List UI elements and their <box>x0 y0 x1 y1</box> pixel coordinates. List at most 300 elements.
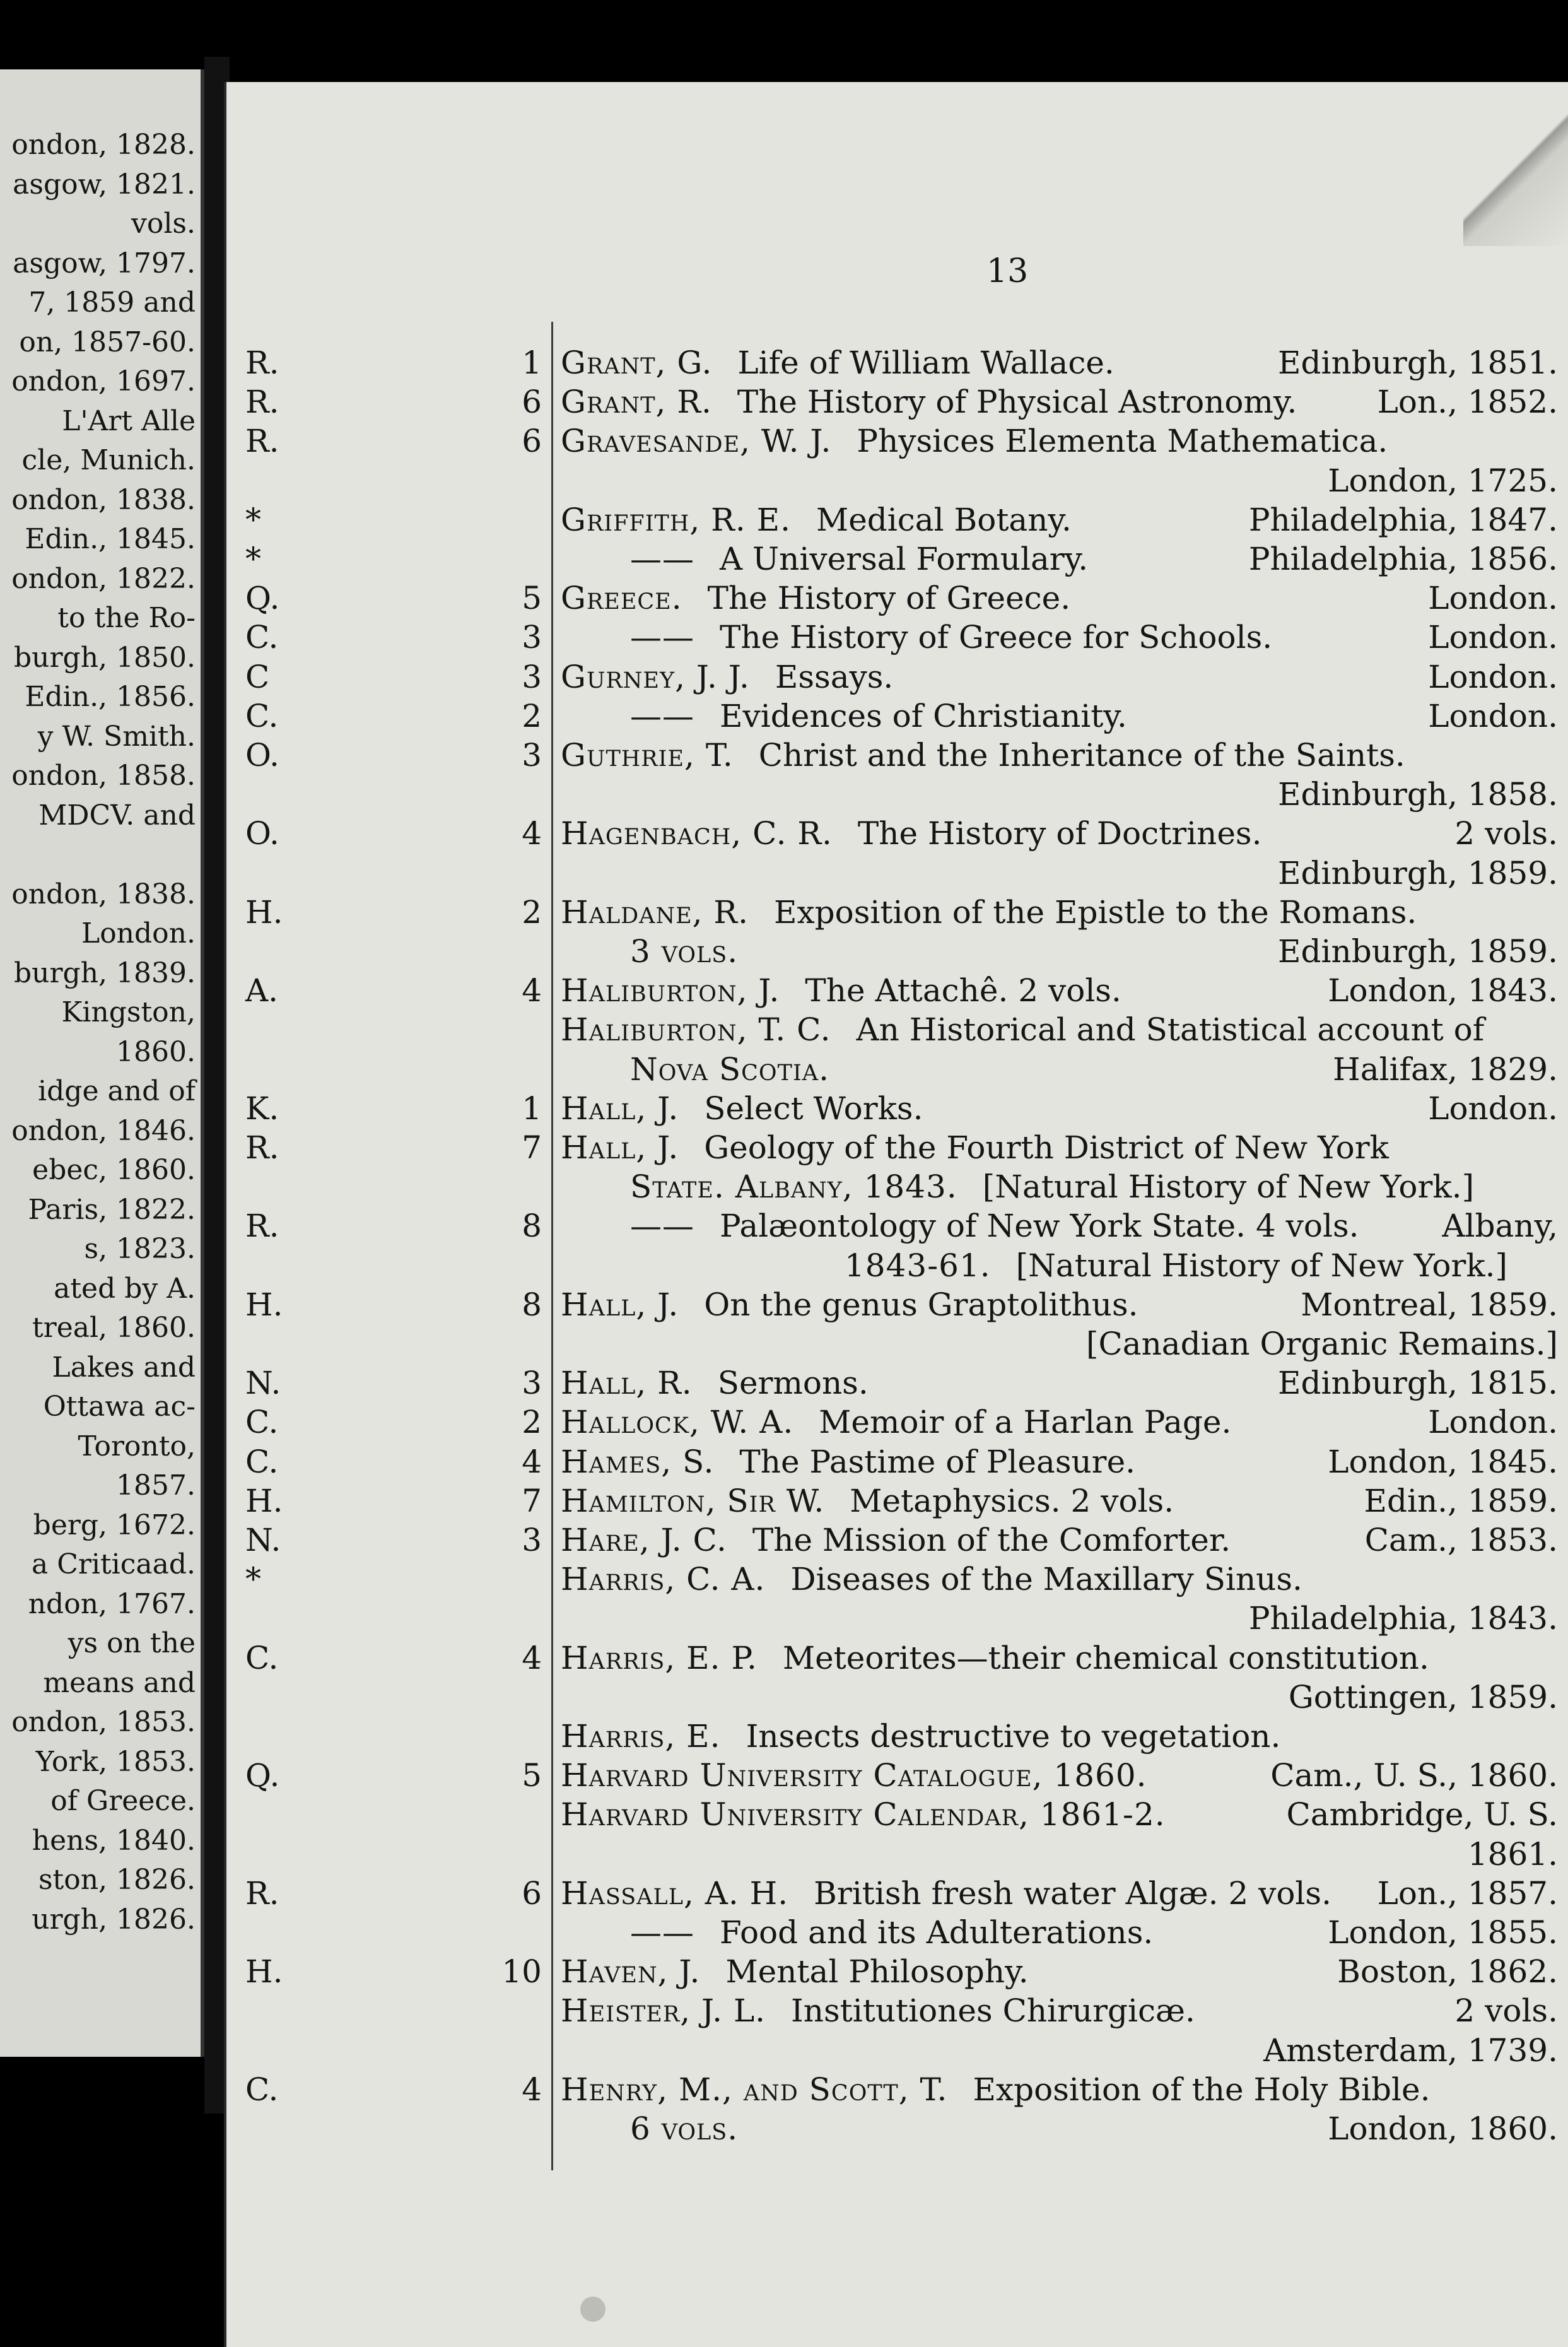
left-page-line: ondon, 1828. <box>11 129 196 161</box>
entry-text <box>561 972 1558 1009</box>
entry-place-date: Edinburgh, 1851. <box>1278 344 1558 381</box>
author-and-title <box>561 1992 1195 2030</box>
shelf-number: 6 <box>522 1874 542 1912</box>
entry-place-date: Gottingen, 1859. <box>1288 1678 1558 1715</box>
entry-author: Guthrie, T. <box>561 737 734 774</box>
entry-place-date: London. <box>1428 697 1558 734</box>
author-and-title <box>561 579 1070 617</box>
shelf-letter: H. <box>245 1286 283 1323</box>
shelf-letter: * <box>245 501 261 538</box>
shelf-letter: O. <box>245 737 279 774</box>
entry-text <box>630 1050 1558 1088</box>
entry-title: Metaphysics. 2 vols. <box>850 1482 1174 1519</box>
catalogue-entry <box>226 1874 1568 1912</box>
entry-author: Harvard University Calendar, 1861-2. <box>561 1796 1166 1833</box>
shelf-letter: A. <box>245 972 279 1009</box>
left-page-line: L'Art Alle <box>62 404 196 437</box>
left-page-line: Ottawa ac- <box>43 1391 196 1423</box>
left-page-line: Edin., 1845. <box>25 523 196 555</box>
entry-text <box>561 383 1558 421</box>
catalogue-entry <box>226 972 1568 1009</box>
catalogue-entry <box>226 1325 1568 1363</box>
catalogue-entry <box>226 1090 1568 1127</box>
catalogue-entry <box>226 1207 1568 1245</box>
entry-text <box>630 2110 1558 2148</box>
entry-author: Haven, J. <box>561 1953 701 1991</box>
catalogue-entry <box>226 1914 1568 1951</box>
entry-author: —— <box>630 1914 694 1951</box>
entry-place-date: Cam., U. S., 1860. <box>1270 1757 1558 1794</box>
left-page-line: ondon, 1838. <box>11 483 196 516</box>
left-page-line: Edin., 1856. <box>25 681 196 713</box>
entry-author: Gravesande, W. J. <box>561 423 832 460</box>
entry-title: An Historical and Statistical account of <box>856 1011 1485 1049</box>
entry-author: State. Albany, 1843. <box>630 1168 957 1206</box>
catalogue-entry <box>226 383 1568 421</box>
entry-text <box>630 1207 1558 1245</box>
shelf-number: 4 <box>522 972 542 1009</box>
catalogue-entry <box>226 932 1568 970</box>
entry-place-date: Amsterdam, 1739. <box>1263 2032 1558 2069</box>
entry-title: Evidences of Christianity. <box>720 697 1127 734</box>
entry-author: Harris, E. <box>561 1718 721 1755</box>
entry-place-date: Lon., 1852. <box>1377 384 1558 421</box>
shelf-number: 3 <box>522 737 542 774</box>
entry-text <box>561 893 1558 931</box>
entry-text <box>561 775 1558 813</box>
entry-place-date: London. <box>1428 1090 1558 1127</box>
shelf-letter: C. <box>245 1639 279 1676</box>
shelf-letter: C. <box>245 1443 279 1480</box>
entry-text <box>561 658 1558 696</box>
catalogue-entry <box>226 1403 1568 1441</box>
left-page-line: ondon, 1858. <box>11 760 196 792</box>
author-and-title <box>561 1364 869 1402</box>
entry-place-date: London, 1725. <box>1328 462 1558 499</box>
shelf-letter: N. <box>245 1365 281 1402</box>
entry-place-date: 2 vols. <box>1454 815 1558 852</box>
entry-text <box>561 1874 1558 1912</box>
catalogue-entry <box>226 775 1568 813</box>
entry-text <box>561 579 1558 617</box>
left-page-line: ondon, 1697. <box>11 365 196 397</box>
left-page-line: cle, Munich. <box>21 444 196 476</box>
author-and-title <box>561 893 1417 931</box>
catalogue-entry <box>226 579 1568 617</box>
entry-place-date: London, 1855. <box>1328 1914 1558 1951</box>
left-page-line: of Greece. <box>50 1785 196 1817</box>
shelf-number: 7 <box>522 1482 542 1519</box>
catalogue-entry <box>226 1835 1568 1873</box>
left-page-line: burgh, 1839. <box>14 956 196 989</box>
left-page-line: ston, 1826. <box>38 1864 196 1896</box>
entry-title: The History of Doctrines. <box>857 815 1262 852</box>
left-page-line: treal, 1860. <box>32 1312 196 1344</box>
left-page-line: s, 1823. <box>84 1233 196 1265</box>
entry-text <box>561 422 1558 460</box>
entry-place-date: London. <box>1428 580 1558 617</box>
shelf-letter: N. <box>245 1522 281 1558</box>
entry-title: Insects destructive to vegetation. <box>746 1718 1281 1755</box>
left-page-line: asgow, 1797. <box>13 247 196 279</box>
entry-title: Mental Philosophy. <box>725 1953 1029 1991</box>
left-page-line: means and <box>43 1666 196 1699</box>
entry-title: Life of William Wallace. <box>737 344 1115 381</box>
entry-author: Haliburton, J. <box>561 972 780 1009</box>
entry-author: Hagenbach, C. R. <box>561 815 833 852</box>
binding-hole-mark <box>580 2297 606 2322</box>
shelf-number: 1 <box>522 1090 542 1127</box>
left-page-line: 1857. <box>116 1469 196 1502</box>
author-and-title <box>561 1796 1166 1833</box>
entry-text <box>561 815 1558 852</box>
shelf-letter: C. <box>245 697 279 734</box>
left-page-line: vols. <box>131 208 196 240</box>
left-page-line: ndon, 1767. <box>28 1587 196 1620</box>
entry-author: Haldane, R. <box>561 893 749 931</box>
shelf-number: 1 <box>522 344 542 381</box>
entry-place-date: London. <box>1428 658 1558 695</box>
entry-text <box>561 1521 1558 1559</box>
author-and-title <box>561 501 1072 539</box>
left-page-line: hens, 1840. <box>32 1824 196 1857</box>
catalogue-entry <box>226 1796 1568 1833</box>
author-and-title <box>561 344 1115 382</box>
entry-author: —— <box>630 697 694 734</box>
entry-text <box>630 1914 1558 1951</box>
entry-place-date: Lon., 1857. <box>1377 1874 1558 1912</box>
shelf-letter: H. <box>245 1482 283 1519</box>
entry-text <box>561 2032 1558 2069</box>
entry-title: Exposition of the Epistle to the Romans. <box>773 893 1417 931</box>
left-page-fragment <box>0 69 204 2057</box>
shelf-letter: H. <box>245 1953 283 1991</box>
left-page-line: a Criticaad. <box>31 1548 196 1580</box>
author-and-title <box>561 736 1405 774</box>
entry-text <box>561 1796 1558 1833</box>
author-and-title <box>630 1168 1474 1206</box>
catalogue-entry <box>226 1482 1568 1520</box>
shelf-letter: H. <box>245 893 283 931</box>
entry-title: Exposition of the Holy Bible. <box>973 2071 1431 2108</box>
entry-place-date: 2 vols. <box>1454 1992 1558 2030</box>
catalogue-entry <box>226 1953 1568 1991</box>
catalogue-entry <box>226 501 1568 539</box>
author-and-title <box>561 658 893 696</box>
entry-author: Gurney, J. J. <box>561 658 750 695</box>
entry-title: A Universal Formulary. <box>720 541 1089 577</box>
entry-text <box>561 1364 1558 1402</box>
author-and-title <box>561 972 1121 1009</box>
shelf-letter: R. <box>245 384 279 421</box>
entry-text <box>630 1168 1558 1206</box>
shelf-letter: K. <box>245 1090 279 1127</box>
shelf-letter: Q. <box>245 580 280 617</box>
author-and-title <box>630 540 1088 578</box>
shelf-number: 5 <box>522 580 542 617</box>
entry-title: Meteorites—their chemical constitution. <box>782 1639 1429 1676</box>
catalogue-entry <box>226 462 1568 500</box>
author-and-title <box>630 1207 1359 1245</box>
entry-place-date: Cam., 1853. <box>1364 1522 1558 1558</box>
entry-author: Grant, R. <box>561 384 712 421</box>
left-page-line: on, 1857-60. <box>19 326 196 358</box>
entry-place-date: Edin., 1859. <box>1364 1482 1558 1519</box>
entry-title: The Mission of the Comforter. <box>752 1522 1231 1558</box>
entry-text <box>561 1325 1558 1363</box>
catalogue-entry <box>226 1011 1568 1049</box>
catalogue-entry <box>226 1639 1568 1677</box>
entry-author: Harvard University Catalogue, 1860. <box>561 1757 1147 1794</box>
shelf-number: 4 <box>522 2071 542 2108</box>
entry-title: Food and its Adulterations. <box>720 1914 1154 1951</box>
entry-place-date: Edinburgh, 1859. <box>1278 854 1558 891</box>
shelf-number: 7 <box>522 1129 542 1166</box>
shelf-number: 8 <box>522 1208 542 1245</box>
entry-text <box>561 1953 1558 1991</box>
left-page-line: urgh, 1826. <box>32 1903 196 1936</box>
author-and-title <box>561 1756 1147 1794</box>
entry-title: Sermons. <box>717 1365 869 1402</box>
shelf-letter: C. <box>245 2071 279 2108</box>
entry-author: Haliburton, T. C. <box>561 1011 831 1049</box>
shelf-number: 10 <box>501 1953 542 1991</box>
author-and-title <box>561 1482 1174 1520</box>
entry-place-date: Montreal, 1859. <box>1301 1286 1558 1323</box>
shelf-letter: O. <box>245 815 279 852</box>
author-and-title <box>630 932 738 970</box>
shelf-letter: * <box>245 541 261 577</box>
entry-title: The Attachê. 2 vols. <box>805 972 1121 1009</box>
entry-author: Hallock, W. A. <box>561 1404 794 1441</box>
catalogue-entry <box>226 1560 1568 1598</box>
entry-text <box>561 1639 1558 1677</box>
shelf-number: 3 <box>522 1522 542 1558</box>
entry-author: Harris, C. A. <box>561 1561 766 1598</box>
entry-text <box>561 1482 1558 1520</box>
entry-author: Grant, G. <box>561 344 713 381</box>
shelf-letter: * <box>245 1561 261 1598</box>
catalogue-entry <box>226 1286 1568 1324</box>
author-and-title <box>561 1129 1389 1167</box>
shelf-letter: R. <box>245 1129 279 1166</box>
author-and-title <box>561 1874 1331 1912</box>
entry-author: Hall, J. <box>561 1129 679 1166</box>
author-and-title <box>561 1403 1231 1441</box>
left-page-line: ondon, 1853. <box>11 1706 196 1738</box>
entry-title: Institutiones Chirurgicæ. <box>791 1992 1195 2030</box>
entry-text <box>561 1403 1558 1441</box>
catalogue-entry <box>226 1756 1568 1794</box>
entry-text <box>561 736 1558 774</box>
entry-author: Harris, E. P. <box>561 1639 758 1676</box>
author-and-title <box>561 1560 1302 1598</box>
entry-title: British fresh water Algæ. 2 vols. <box>814 1874 1331 1912</box>
author-and-title <box>630 2110 738 2148</box>
catalogue-entry <box>226 736 1568 774</box>
right-page <box>224 82 1568 2347</box>
left-page-line: Lakes and <box>52 1351 196 1384</box>
catalogue-entry <box>226 1050 1568 1088</box>
entry-text <box>561 2071 1558 2109</box>
author-and-title <box>561 1717 1280 1755</box>
entry-text <box>630 932 1558 970</box>
catalogue-entry <box>226 1247 1568 1285</box>
catalogue-entry <box>226 893 1568 931</box>
entry-text <box>561 1678 1558 1716</box>
author-and-title <box>561 1639 1429 1677</box>
entry-text <box>561 1560 1558 1598</box>
entry-text <box>561 1286 1558 1324</box>
entry-text <box>561 1090 1558 1127</box>
entry-title: Diseases of the Maxillary Sinus. <box>790 1561 1302 1598</box>
shelf-letter: R. <box>245 1208 279 1245</box>
entry-author: —— <box>630 619 694 656</box>
catalogue-entry <box>226 697 1568 735</box>
left-page-line: London. <box>81 917 196 950</box>
author-and-title <box>561 2071 1431 2109</box>
author-and-title <box>630 697 1127 735</box>
left-page-line: ondon, 1846. <box>11 1114 196 1147</box>
entry-author: 3 vols. <box>630 933 739 970</box>
left-page-line: Paris, 1822. <box>28 1193 196 1226</box>
entry-title: Christ and the Inheritance of the Saints. <box>758 737 1405 774</box>
left-page-line: ys on the <box>67 1627 196 1659</box>
catalogue-entry <box>226 2110 1568 2148</box>
entry-text <box>561 1756 1558 1794</box>
entry-place-date: Cambridge, U. S. <box>1286 1796 1558 1833</box>
shelf-letter: C. <box>245 619 279 656</box>
left-page-line: 7, 1859 and <box>28 286 196 319</box>
entry-place-date: Philadelphia, 1847. <box>1248 501 1558 538</box>
entry-title: Memoir of a Harlan Page. <box>819 1404 1232 1441</box>
entry-place-date: Philadelphia, 1856. <box>1248 541 1558 577</box>
left-page-line: ondon, 1822. <box>11 562 196 595</box>
shelf-number: 5 <box>522 1757 542 1794</box>
entry-title: The History of Physical Astronomy. <box>737 384 1297 421</box>
catalogue-entry <box>226 854 1568 892</box>
author-and-title <box>845 1247 1507 1285</box>
entry-place-date: London. <box>1428 1404 1558 1441</box>
entry-title: Medical Botany. <box>816 501 1072 538</box>
left-page-line: Toronto, <box>78 1430 196 1462</box>
shelf-number: 2 <box>522 893 542 931</box>
entry-place-date: London. <box>1428 619 1558 656</box>
entry-author: —— <box>630 541 694 577</box>
author-and-title <box>561 1953 1029 1991</box>
shelf-number: 6 <box>522 423 542 460</box>
left-page-line: York, 1853. <box>35 1745 196 1778</box>
entry-title: [Natural History of New York.] <box>982 1168 1475 1206</box>
entry-place-date: London, 1845. <box>1328 1443 1558 1480</box>
shelf-number: 4 <box>522 1443 542 1480</box>
shelf-number: 2 <box>522 697 542 734</box>
entry-author: Heister, J. L. <box>561 1992 766 2030</box>
catalogue-entry <box>226 422 1568 460</box>
left-page-line: ondon, 1838. <box>11 878 196 910</box>
entry-author: Hare, J. C. <box>561 1522 727 1558</box>
entry-title: Geology of the Fourth District of New York <box>704 1129 1389 1166</box>
left-page-line: idge and of <box>38 1075 196 1107</box>
entry-text <box>561 1717 1558 1755</box>
left-page-line: asgow, 1821. <box>13 168 196 201</box>
entry-title: Physices Elementa Mathematica. <box>857 423 1388 460</box>
catalogue-entry <box>226 344 1568 382</box>
author-and-title <box>561 1521 1231 1559</box>
catalogue-entry <box>226 1364 1568 1402</box>
author-and-title <box>561 1090 923 1127</box>
author-and-title <box>630 1914 1153 1951</box>
entry-text <box>561 344 1558 382</box>
entry-author: Greece. <box>561 580 682 617</box>
author-and-title <box>561 1011 1484 1049</box>
shelf-number: 3 <box>522 619 542 656</box>
entry-place-date: [Canadian Organic Remains.] <box>1086 1326 1558 1362</box>
shelf-letter: R. <box>245 1874 279 1912</box>
entry-author: Nova Scotia. <box>630 1050 829 1088</box>
left-page-line: to the Ro- <box>57 602 196 634</box>
left-page-line: MDCV. and <box>38 799 196 832</box>
shelf-letter: C <box>245 658 270 695</box>
author-and-title <box>561 1443 1135 1481</box>
catalogue-entry <box>226 815 1568 852</box>
entry-place-date: Philadelphia, 1843. <box>1248 1600 1558 1637</box>
entry-text <box>561 1129 1558 1167</box>
left-page-line: ated by A. <box>54 1272 196 1305</box>
shelf-letter: Q. <box>245 1757 280 1794</box>
entry-text <box>845 1247 1558 1285</box>
entry-text <box>561 1011 1558 1049</box>
entry-place-date: Edinburgh, 1815. <box>1278 1365 1558 1402</box>
entry-title: Essays. <box>775 658 894 695</box>
author-and-title <box>630 618 1272 656</box>
shelf-number: 8 <box>522 1286 542 1323</box>
author-and-title <box>561 422 1388 460</box>
entry-author: Hall, J. <box>561 1090 679 1127</box>
catalogue-entry <box>226 2071 1568 2109</box>
left-page-line: 1860. <box>116 1035 196 1068</box>
catalogue-entry <box>226 1168 1568 1206</box>
left-page-line: berg, 1672. <box>33 1509 196 1541</box>
entry-text <box>630 540 1558 578</box>
shelf-number: 2 <box>522 1404 542 1441</box>
entry-title: The History of Greece for Schools. <box>720 619 1273 656</box>
catalogue-entry <box>226 540 1568 578</box>
entry-title: Select Works. <box>704 1090 923 1127</box>
page-number: 13 <box>986 252 1029 290</box>
entry-author: Hames, S. <box>561 1443 715 1480</box>
catalogue-entry <box>226 1599 1568 1637</box>
shelf-number: 6 <box>522 384 542 421</box>
entry-author: Hassall, A. H. <box>561 1874 789 1912</box>
entry-author: Griffith, R. E. <box>561 501 791 538</box>
catalogue-entry <box>226 1129 1568 1167</box>
entry-title: Palæontology of New York State. 4 vols. <box>720 1208 1359 1245</box>
entry-author: 6 vols. <box>630 2110 739 2147</box>
entry-author: Hall, J. <box>561 1286 679 1323</box>
entry-title: [Natural History of New York.] <box>1015 1247 1508 1284</box>
catalogue-entry <box>226 1717 1568 1755</box>
catalogue-entry <box>226 1992 1568 2030</box>
author-and-title <box>561 815 1261 852</box>
entry-text <box>561 1835 1558 1873</box>
shelf-letter: R. <box>245 423 279 460</box>
entry-place-date: Albany, <box>1442 1208 1558 1245</box>
entry-place-date: Edinburgh, 1858. <box>1278 776 1558 813</box>
entry-title: The History of Greece. <box>707 580 1071 617</box>
entry-author: 1843-61. <box>845 1247 991 1284</box>
left-page-line: burgh, 1850. <box>14 641 196 674</box>
